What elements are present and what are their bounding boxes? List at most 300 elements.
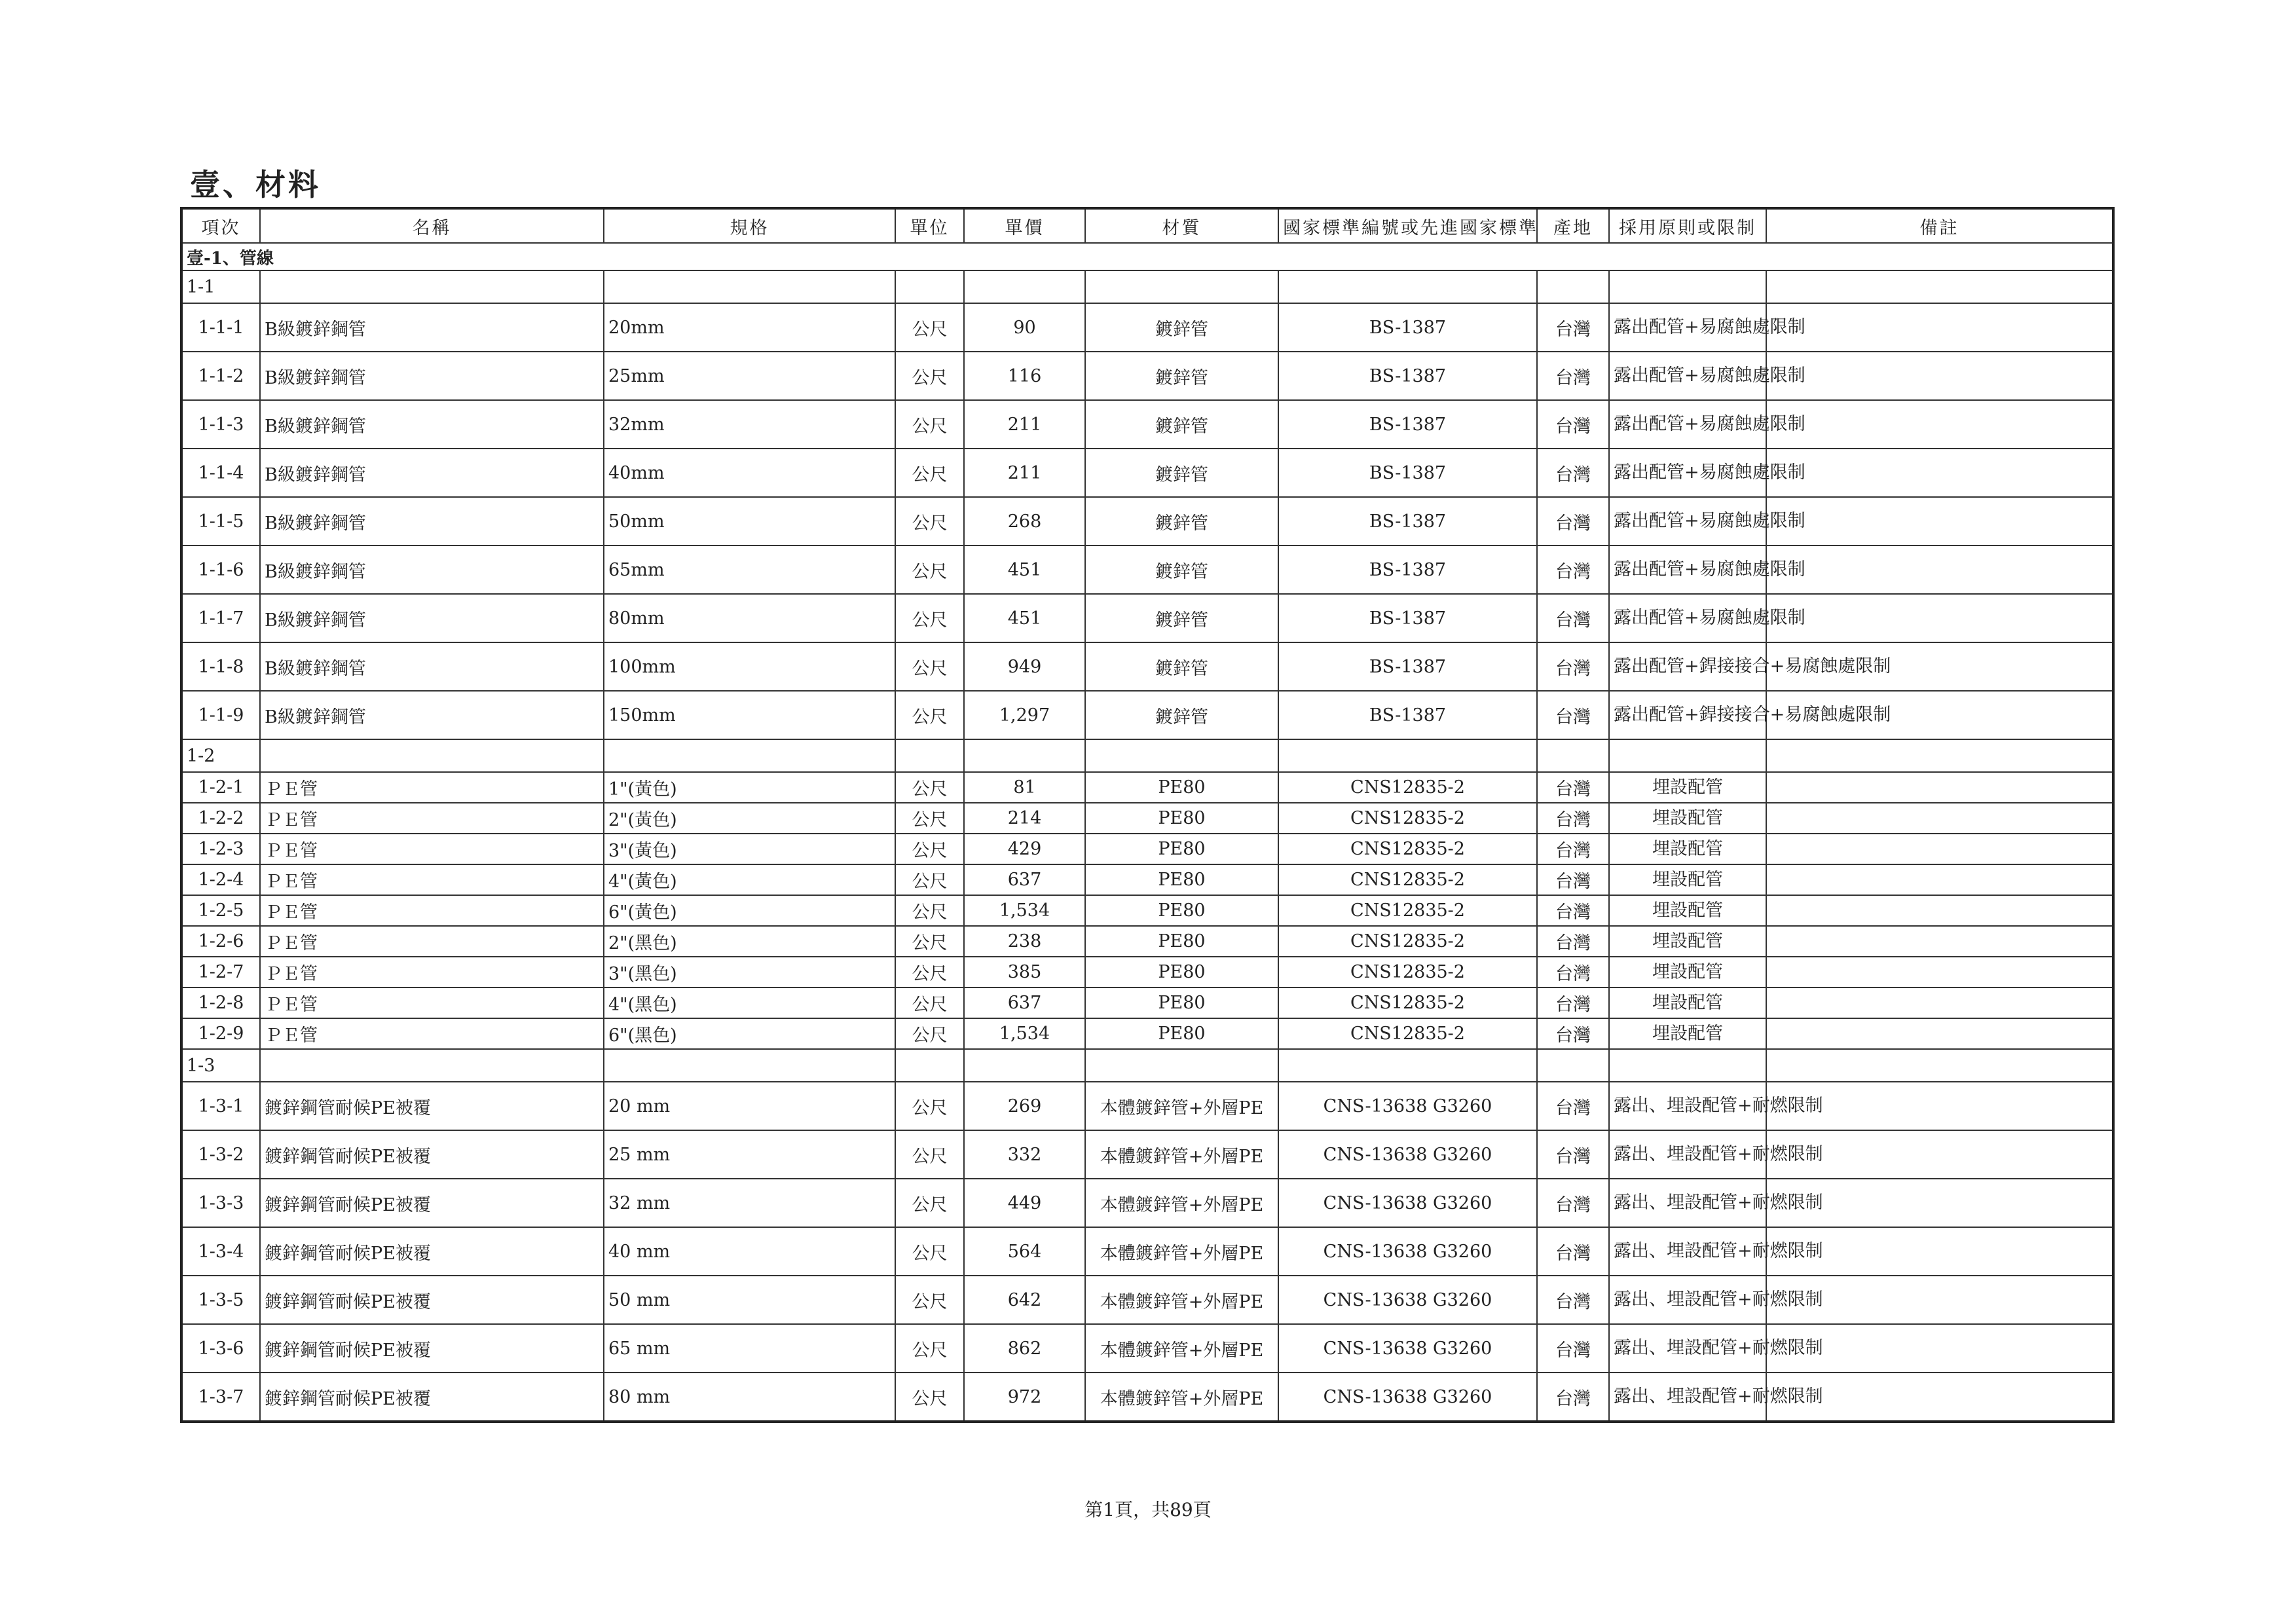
item-no: 1-2-7 (181, 957, 260, 987)
item-no: 1-2-2 (181, 803, 260, 834)
empty-cell (895, 270, 964, 303)
item-unit: 公尺 (895, 1130, 964, 1179)
item-spec: 32 mm (604, 1179, 895, 1227)
empty-cell (1609, 739, 1766, 772)
item-name: B級鍍鋅鋼管 (260, 691, 604, 739)
item-spec: 20 mm (604, 1082, 895, 1130)
header-origin: 產地 (1537, 208, 1609, 243)
item-spec: 3"(黃色) (604, 834, 895, 864)
materials-table (180, 207, 2115, 1423)
item-standard: BS-1387 (1278, 691, 1537, 739)
item-unit: 公尺 (895, 400, 964, 449)
item-standard: BS-1387 (1278, 594, 1537, 642)
item-price: 862 (964, 1324, 1085, 1373)
table-row (181, 926, 2113, 957)
header-note: 備註 (1766, 208, 2113, 243)
item-no: 1-3-2 (181, 1130, 260, 1179)
item-restriction: 埋設配管 (1609, 803, 1766, 834)
item-standard: BS-1387 (1278, 352, 1537, 400)
item-no: 1-1-9 (181, 691, 260, 739)
empty-cell (1766, 1049, 2113, 1082)
item-name: B級鍍鋅鋼管 (260, 642, 604, 691)
group-id: 1-3 (181, 1049, 260, 1082)
item-spec: 2"(黑色) (604, 926, 895, 957)
item-price: 637 (964, 864, 1085, 895)
table-row (181, 691, 2113, 739)
item-unit: 公尺 (895, 642, 964, 691)
item-unit: 公尺 (895, 545, 964, 594)
item-restriction: 露出、埋設配管+耐燃限制 (1609, 1324, 1766, 1373)
item-unit: 公尺 (895, 803, 964, 834)
item-unit: 公尺 (895, 1227, 964, 1276)
empty-cell (1537, 1049, 1609, 1082)
item-price: 81 (964, 772, 1085, 803)
empty-cell (1278, 270, 1537, 303)
item-name: ＰＥ管 (260, 987, 604, 1018)
item-unit: 公尺 (895, 1179, 964, 1227)
item-no: 1-1-3 (181, 400, 260, 449)
item-restriction: 露出、埋設配管+耐燃限制 (1609, 1082, 1766, 1130)
item-material: PE80 (1085, 864, 1278, 895)
item-spec: 3"(黑色) (604, 957, 895, 987)
table-row (181, 957, 2113, 987)
table-row (181, 1179, 2113, 1227)
item-no: 1-1-1 (181, 303, 260, 352)
empty-cell (895, 739, 964, 772)
item-note (1766, 1018, 2113, 1049)
item-material: 鍍鋅管 (1085, 691, 1278, 739)
empty-cell (1766, 270, 2113, 303)
item-spec: 25 mm (604, 1130, 895, 1179)
item-origin: 台灣 (1537, 1324, 1609, 1373)
table-row (181, 1082, 2113, 1130)
header-standard: 國家標準編號或先進國家標準 (1278, 208, 1537, 243)
item-origin: 台灣 (1537, 1373, 1609, 1422)
item-no: 1-3-6 (181, 1324, 260, 1373)
item-origin: 台灣 (1537, 642, 1609, 691)
item-name: 鍍鋅鋼管耐候PE被覆 (260, 1276, 604, 1324)
item-no: 1-2-4 (181, 864, 260, 895)
item-name: B級鍍鋅鋼管 (260, 400, 604, 449)
item-restriction: 露出配管+銲接接合+易腐蝕處限制 (1609, 691, 1766, 739)
item-material: 本體鍍鋅管+外層PE (1085, 1373, 1278, 1422)
item-unit: 公尺 (895, 303, 964, 352)
item-name: B級鍍鋅鋼管 (260, 545, 604, 594)
item-standard: BS-1387 (1278, 449, 1537, 497)
item-standard: CNS-13638 G3260 (1278, 1373, 1537, 1422)
item-name: ＰＥ管 (260, 834, 604, 864)
item-spec: 2"(黃色) (604, 803, 895, 834)
item-origin: 台灣 (1537, 449, 1609, 497)
item-origin: 台灣 (1537, 926, 1609, 957)
item-unit: 公尺 (895, 864, 964, 895)
item-origin: 台灣 (1537, 303, 1609, 352)
item-note (1766, 497, 2113, 545)
item-origin: 台灣 (1537, 834, 1609, 864)
item-restriction: 埋設配管 (1609, 772, 1766, 803)
item-name: 鍍鋅鋼管耐候PE被覆 (260, 1227, 604, 1276)
item-origin: 台灣 (1537, 691, 1609, 739)
item-origin: 台灣 (1537, 895, 1609, 926)
item-spec: 4"(黑色) (604, 987, 895, 1018)
item-unit: 公尺 (895, 1018, 964, 1049)
item-name: 鍍鋅鋼管耐候PE被覆 (260, 1082, 604, 1130)
item-material: 本體鍍鋅管+外層PE (1085, 1179, 1278, 1227)
item-price: 90 (964, 303, 1085, 352)
empty-cell (260, 1049, 604, 1082)
item-origin: 台灣 (1537, 987, 1609, 1018)
item-standard: BS-1387 (1278, 642, 1537, 691)
item-name: B級鍍鋅鋼管 (260, 449, 604, 497)
item-price: 238 (964, 926, 1085, 957)
item-material: PE80 (1085, 957, 1278, 987)
item-origin: 台灣 (1537, 497, 1609, 545)
item-price: 429 (964, 834, 1085, 864)
table-row (181, 352, 2113, 400)
item-spec: 6"(黑色) (604, 1018, 895, 1049)
item-material: 鍍鋅管 (1085, 449, 1278, 497)
item-material: 鍍鋅管 (1085, 400, 1278, 449)
item-restriction: 埋設配管 (1609, 895, 1766, 926)
item-note (1766, 352, 2113, 400)
table-row (181, 449, 2113, 497)
item-origin: 台灣 (1537, 545, 1609, 594)
item-price: 642 (964, 1276, 1085, 1324)
item-standard: CNS12835-2 (1278, 926, 1537, 957)
table-row (181, 1130, 2113, 1179)
item-origin: 台灣 (1537, 1276, 1609, 1324)
item-unit: 公尺 (895, 449, 964, 497)
item-restriction: 露出配管+易腐蝕處限制 (1609, 449, 1766, 497)
item-restriction: 露出配管+易腐蝕處限制 (1609, 594, 1766, 642)
item-spec: 6"(黃色) (604, 895, 895, 926)
item-no: 1-1-2 (181, 352, 260, 400)
item-price: 269 (964, 1082, 1085, 1130)
item-standard: CNS12835-2 (1278, 803, 1537, 834)
empty-cell (1537, 739, 1609, 772)
item-name: ＰＥ管 (260, 803, 604, 834)
item-price: 116 (964, 352, 1085, 400)
item-name: ＰＥ管 (260, 895, 604, 926)
empty-cell (964, 1049, 1085, 1082)
item-price: 385 (964, 957, 1085, 987)
item-no: 1-3-1 (181, 1082, 260, 1130)
empty-cell (604, 270, 895, 303)
item-origin: 台灣 (1537, 864, 1609, 895)
item-standard: BS-1387 (1278, 545, 1537, 594)
item-no: 1-2-6 (181, 926, 260, 957)
table-row (181, 642, 2113, 691)
item-price: 1,534 (964, 1018, 1085, 1049)
item-no: 1-2-3 (181, 834, 260, 864)
item-note (1766, 803, 2113, 834)
item-material: PE80 (1085, 926, 1278, 957)
table-row (181, 895, 2113, 926)
empty-cell (604, 739, 895, 772)
table-row (181, 1276, 2113, 1324)
item-note (1766, 895, 2113, 926)
item-name: ＰＥ管 (260, 957, 604, 987)
item-spec: 80 mm (604, 1373, 895, 1422)
item-no: 1-1-7 (181, 594, 260, 642)
header-material: 材質 (1085, 208, 1278, 243)
table-row (181, 1227, 2113, 1276)
item-material: 鍍鋅管 (1085, 594, 1278, 642)
empty-cell (964, 739, 1085, 772)
item-spec: 50 mm (604, 1276, 895, 1324)
item-price: 972 (964, 1373, 1085, 1422)
item-spec: 150mm (604, 691, 895, 739)
header-row (181, 208, 2113, 243)
item-standard: CNS-13638 G3260 (1278, 1227, 1537, 1276)
item-standard: CNS12835-2 (1278, 895, 1537, 926)
item-standard: CNS-13638 G3260 (1278, 1082, 1537, 1130)
item-standard: CNS12835-2 (1278, 1018, 1537, 1049)
item-name: B級鍍鋅鋼管 (260, 594, 604, 642)
item-name: ＰＥ管 (260, 864, 604, 895)
header-spec: 規格 (604, 208, 895, 243)
item-no: 1-2-5 (181, 895, 260, 926)
item-material: 本體鍍鋅管+外層PE (1085, 1276, 1278, 1324)
header-unit: 單位 (895, 208, 964, 243)
section-label: 壹-1、管線 (181, 243, 2113, 270)
item-spec: 50mm (604, 497, 895, 545)
header-restriction: 採用原則或限制 (1609, 208, 1766, 243)
item-note (1766, 400, 2113, 449)
item-standard: CNS-13638 G3260 (1278, 1276, 1537, 1324)
item-standard: CNS12835-2 (1278, 834, 1537, 864)
item-restriction: 埋設配管 (1609, 957, 1766, 987)
item-spec: 65 mm (604, 1324, 895, 1373)
item-price: 564 (964, 1227, 1085, 1276)
item-origin: 台灣 (1537, 1179, 1609, 1227)
item-standard: CNS12835-2 (1278, 864, 1537, 895)
item-origin: 台灣 (1537, 1227, 1609, 1276)
item-price: 214 (964, 803, 1085, 834)
item-unit: 公尺 (895, 834, 964, 864)
item-unit: 公尺 (895, 1324, 964, 1373)
item-spec: 32mm (604, 400, 895, 449)
item-name: ＰＥ管 (260, 772, 604, 803)
item-price: 211 (964, 400, 1085, 449)
item-origin: 台灣 (1537, 803, 1609, 834)
item-no: 1-3-5 (181, 1276, 260, 1324)
item-restriction: 露出配管+銲接接合+易腐蝕處限制 (1609, 642, 1766, 691)
table-row (181, 303, 2113, 352)
item-standard: CNS12835-2 (1278, 772, 1537, 803)
item-no: 1-1-4 (181, 449, 260, 497)
item-restriction: 埋設配管 (1609, 926, 1766, 957)
header-price: 單價 (964, 208, 1085, 243)
item-restriction: 露出配管+易腐蝕處限制 (1609, 497, 1766, 545)
item-no: 1-1-8 (181, 642, 260, 691)
group-row (181, 1049, 2113, 1082)
empty-cell (1085, 270, 1278, 303)
item-unit: 公尺 (895, 926, 964, 957)
item-material: PE80 (1085, 834, 1278, 864)
item-note (1766, 772, 2113, 803)
item-spec: 65mm (604, 545, 895, 594)
group-row (181, 739, 2113, 772)
empty-cell (604, 1049, 895, 1082)
item-unit: 公尺 (895, 352, 964, 400)
item-standard: CNS-13638 G3260 (1278, 1324, 1537, 1373)
empty-cell (1085, 1049, 1278, 1082)
table-row (181, 400, 2113, 449)
item-note (1766, 864, 2113, 895)
item-unit: 公尺 (895, 957, 964, 987)
item-price: 451 (964, 545, 1085, 594)
item-restriction: 露出配管+易腐蝕處限制 (1609, 303, 1766, 352)
item-no: 1-3-4 (181, 1227, 260, 1276)
header-no: 項次 (181, 208, 260, 243)
item-unit: 公尺 (895, 772, 964, 803)
empty-cell (1766, 739, 2113, 772)
table-row (181, 834, 2113, 864)
empty-cell (260, 270, 604, 303)
page-title: 壹、材料 (190, 167, 321, 202)
item-restriction: 露出配管+易腐蝕處限制 (1609, 400, 1766, 449)
item-origin: 台灣 (1537, 1018, 1609, 1049)
empty-cell (1278, 1049, 1537, 1082)
item-material: PE80 (1085, 895, 1278, 926)
empty-cell (1537, 270, 1609, 303)
item-unit: 公尺 (895, 895, 964, 926)
item-price: 332 (964, 1130, 1085, 1179)
item-price: 637 (964, 987, 1085, 1018)
item-no: 1-3-3 (181, 1179, 260, 1227)
item-standard: BS-1387 (1278, 400, 1537, 449)
item-restriction: 露出配管+易腐蝕處限制 (1609, 352, 1766, 400)
section-row (181, 243, 2113, 270)
item-unit: 公尺 (895, 497, 964, 545)
item-no: 1-2-1 (181, 772, 260, 803)
item-spec: 4"(黃色) (604, 864, 895, 895)
item-material: PE80 (1085, 1018, 1278, 1049)
item-standard: CNS-13638 G3260 (1278, 1130, 1537, 1179)
item-material: 本體鍍鋅管+外層PE (1085, 1130, 1278, 1179)
item-price: 268 (964, 497, 1085, 545)
item-name: 鍍鋅鋼管耐候PE被覆 (260, 1373, 604, 1422)
table-row (181, 1018, 2113, 1049)
item-restriction: 埋設配管 (1609, 987, 1766, 1018)
item-origin: 台灣 (1537, 594, 1609, 642)
item-restriction: 埋設配管 (1609, 864, 1766, 895)
item-price: 1,534 (964, 895, 1085, 926)
item-restriction: 露出配管+易腐蝕處限制 (1609, 545, 1766, 594)
item-no: 1-1-5 (181, 497, 260, 545)
item-unit: 公尺 (895, 987, 964, 1018)
header-name: 名稱 (260, 208, 604, 243)
item-material: 鍍鋅管 (1085, 642, 1278, 691)
item-note (1766, 834, 2113, 864)
item-restriction: 露出、埋設配管+耐燃限制 (1609, 1227, 1766, 1276)
item-no: 1-3-7 (181, 1373, 260, 1422)
item-material: 本體鍍鋅管+外層PE (1085, 1227, 1278, 1276)
empty-cell (1085, 739, 1278, 772)
item-spec: 100mm (604, 642, 895, 691)
empty-cell (1609, 1049, 1766, 1082)
item-no: 1-2-8 (181, 987, 260, 1018)
empty-cell (260, 739, 604, 772)
item-origin: 台灣 (1537, 400, 1609, 449)
item-restriction: 埋設配管 (1609, 1018, 1766, 1049)
item-no: 1-1-6 (181, 545, 260, 594)
item-origin: 台灣 (1537, 352, 1609, 400)
item-note (1766, 926, 2113, 957)
item-restriction: 露出、埋設配管+耐燃限制 (1609, 1130, 1766, 1179)
item-note (1766, 303, 2113, 352)
item-origin: 台灣 (1537, 1082, 1609, 1130)
item-name: ＰＥ管 (260, 1018, 604, 1049)
table-row (181, 1373, 2113, 1422)
item-unit: 公尺 (895, 1373, 964, 1422)
item-material: 鍍鋅管 (1085, 497, 1278, 545)
item-name: 鍍鋅鋼管耐候PE被覆 (260, 1130, 604, 1179)
item-material: 鍍鋅管 (1085, 303, 1278, 352)
item-restriction: 露出、埋設配管+耐燃限制 (1609, 1373, 1766, 1422)
table-row (181, 987, 2113, 1018)
empty-cell (1609, 270, 1766, 303)
item-spec: 1"(黃色) (604, 772, 895, 803)
item-spec: 40 mm (604, 1227, 895, 1276)
item-name: 鍍鋅鋼管耐候PE被覆 (260, 1179, 604, 1227)
item-price: 449 (964, 1179, 1085, 1227)
item-standard: CNS12835-2 (1278, 987, 1537, 1018)
item-name: B級鍍鋅鋼管 (260, 303, 604, 352)
item-restriction: 露出、埋設配管+耐燃限制 (1609, 1179, 1766, 1227)
group-id: 1-2 (181, 739, 260, 772)
table-row (181, 772, 2113, 803)
item-unit: 公尺 (895, 691, 964, 739)
item-spec: 40mm (604, 449, 895, 497)
item-note (1766, 594, 2113, 642)
item-spec: 25mm (604, 352, 895, 400)
table-row (181, 803, 2113, 834)
item-price: 949 (964, 642, 1085, 691)
item-note (1766, 987, 2113, 1018)
item-name: B級鍍鋅鋼管 (260, 497, 604, 545)
item-standard: BS-1387 (1278, 303, 1537, 352)
table-row (181, 497, 2113, 545)
item-note (1766, 545, 2113, 594)
table-row (181, 864, 2113, 895)
table-row (181, 545, 2113, 594)
item-name: B級鍍鋅鋼管 (260, 352, 604, 400)
item-unit: 公尺 (895, 594, 964, 642)
item-origin: 台灣 (1537, 957, 1609, 987)
item-spec: 80mm (604, 594, 895, 642)
table-row (181, 1324, 2113, 1373)
item-standard: BS-1387 (1278, 497, 1537, 545)
group-row (181, 270, 2113, 303)
item-origin: 台灣 (1537, 1130, 1609, 1179)
item-material: PE80 (1085, 803, 1278, 834)
empty-cell (895, 1049, 964, 1082)
empty-cell (964, 270, 1085, 303)
item-name: ＰＥ管 (260, 926, 604, 957)
table-row (181, 594, 2113, 642)
item-note (1766, 957, 2113, 987)
item-price: 211 (964, 449, 1085, 497)
item-name: 鍍鋅鋼管耐候PE被覆 (260, 1324, 604, 1373)
item-standard: CNS-13638 G3260 (1278, 1179, 1537, 1227)
page-footer: 第1頁，共89頁 (1084, 1499, 1212, 1521)
item-price: 451 (964, 594, 1085, 642)
item-note (1766, 449, 2113, 497)
item-material: PE80 (1085, 772, 1278, 803)
item-origin: 台灣 (1537, 772, 1609, 803)
